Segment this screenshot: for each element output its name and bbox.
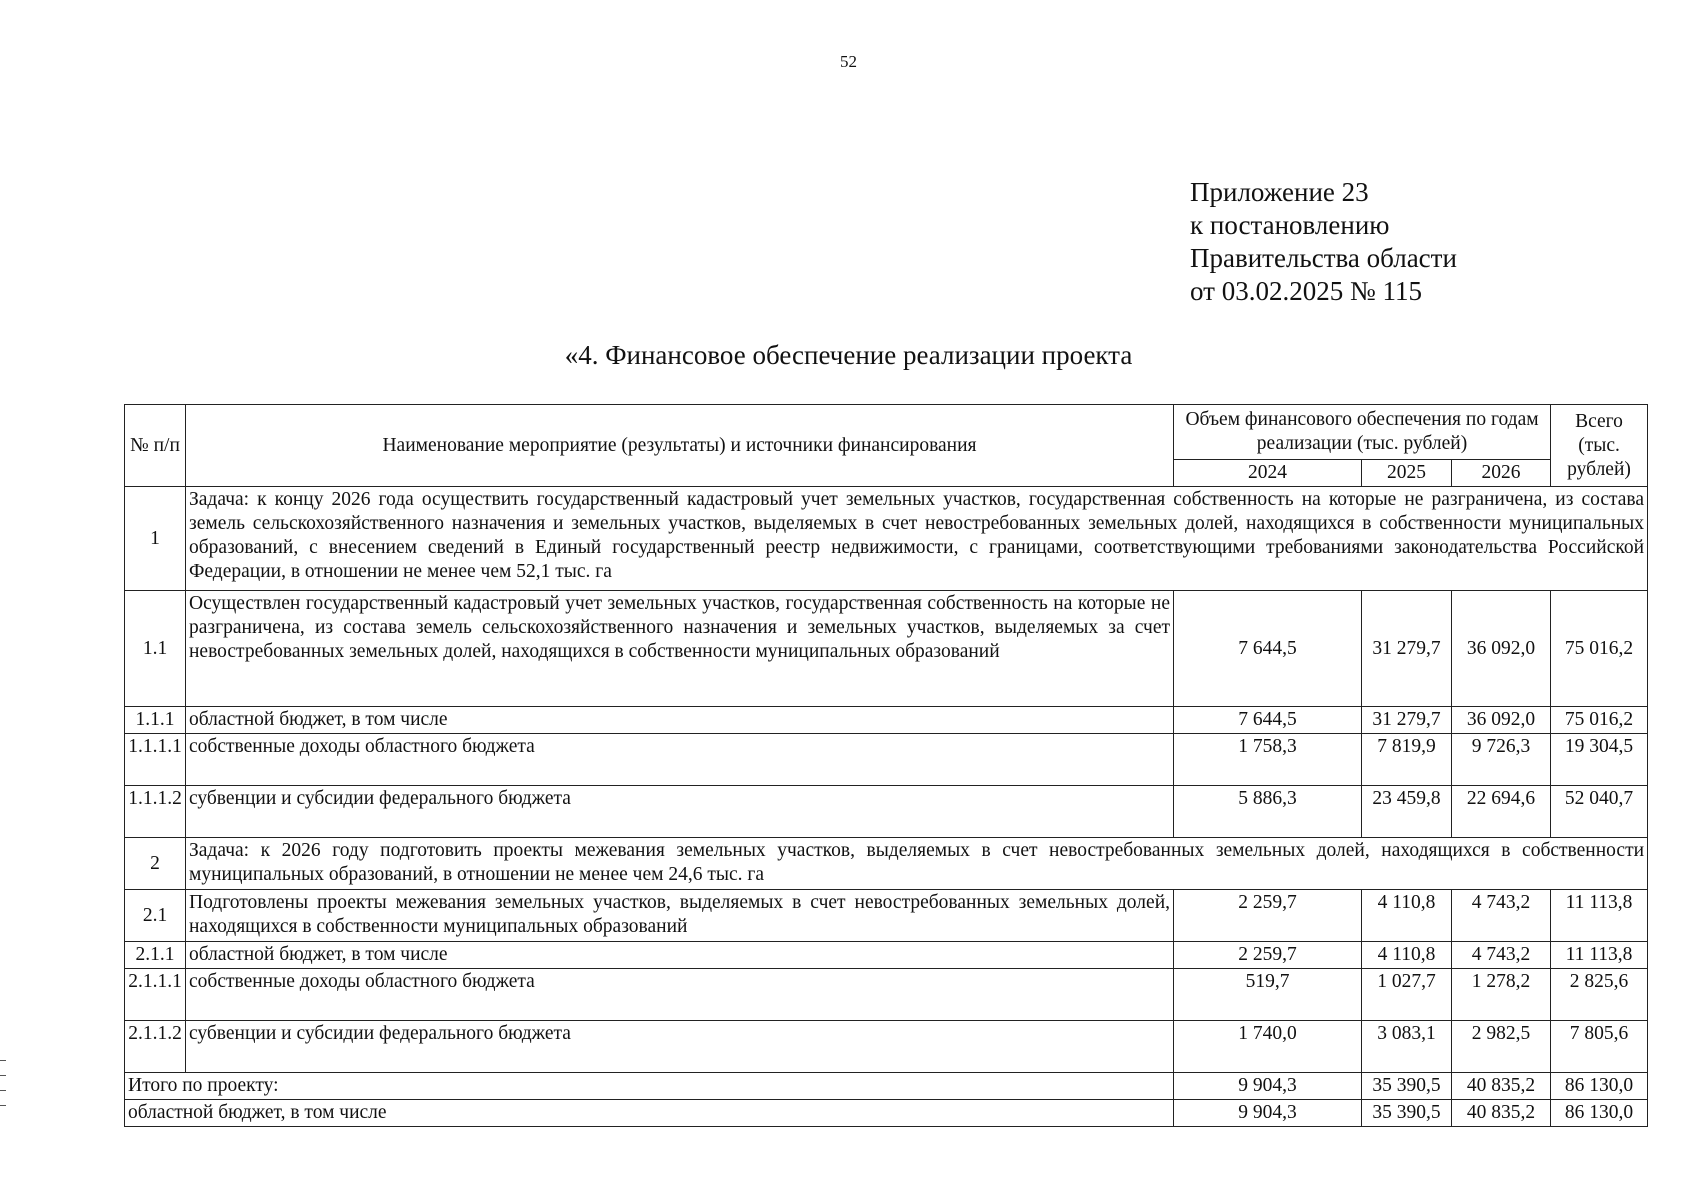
row-name: Осуществлен государственный кадастровый учет земельных участков, государственная собственность на которые не разграничена, из состава земель сельскохозяйственного назначения и земельных участков, выделяемых за счет невостребованных земельных долей, находящихся в собственности муниципальных образований [186, 591, 1174, 707]
row-num: 2.1 [125, 890, 186, 942]
row-2024: 519,7 [1174, 969, 1362, 1021]
row-num: 2.1.1.1 [125, 969, 186, 1021]
total-2026: 40 835,2 [1452, 1073, 1551, 1100]
row-2025: 31 279,7 [1362, 707, 1452, 734]
row-total: 7 805,6 [1551, 1021, 1648, 1073]
table-row [125, 707, 1648, 734]
row-name: Задача: к 2026 году подготовить проекты межевания земельных участков, выделяемых в счет невостребованных земельных долей, находящихся в собственности муниципальных образований, в отношении не менее чем 24,6 тыс. га [186, 838, 1648, 890]
row-2026: 4 743,2 [1452, 890, 1551, 942]
row-2026: 4 743,2 [1452, 942, 1551, 969]
row-2024: 2 259,7 [1174, 942, 1362, 969]
row-2025: 7 819,9 [1362, 734, 1452, 786]
header-total: Всего (тыс. рублей) [1551, 405, 1648, 487]
scan-mark [0, 1090, 6, 1091]
appendix-line-2: к постановлению [1190, 210, 1390, 240]
row-name: собственные доходы областного бюджета [186, 734, 1174, 786]
table-row [125, 591, 1648, 707]
total-2024: 9 904,3 [1174, 1100, 1362, 1127]
row-name: собственные доходы областного бюджета [186, 969, 1174, 1021]
header-year-2025: 2025 [1362, 460, 1452, 487]
row-2025: 31 279,7 [1362, 591, 1452, 707]
total-sum: 86 130,0 [1551, 1100, 1648, 1127]
row-2024: 5 886,3 [1174, 786, 1362, 838]
row-name: субвенции и субсидии федерального бюджета [186, 1021, 1174, 1073]
row-2026: 36 092,0 [1452, 707, 1551, 734]
header-name: Наименование мероприятие (результаты) и источники финансирования [186, 405, 1174, 487]
row-2024: 7 644,5 [1174, 591, 1362, 707]
row-name: Задача: к концу 2026 года осуществить государственный кадастровый учет земельных участков, государственная собственность на которые не разграничена, из состава земель сельскохозяйственного назначения и земельных участков, выделяемых в счет невостребованных земельных долей, находящихся в собственности муниципальных образований, с внесением сведений в Единый государственный реестр недвижимости, с границами, соответствующими требованиями законодательства Российской Федерации, в отношении не менее чем 52,1 тыс. га [186, 487, 1648, 591]
scan-mark [0, 1105, 6, 1106]
appendix-line-1: Приложение 23 [1190, 177, 1369, 207]
table-row [125, 487, 1648, 591]
scan-mark [0, 1060, 6, 1061]
total-2025: 35 390,5 [1362, 1073, 1452, 1100]
row-2024: 1 740,0 [1174, 1021, 1362, 1073]
header-volume: Объем финансового обеспечения по годам реализации (тыс. рублей) [1174, 405, 1551, 460]
header-year-2024: 2024 [1174, 460, 1362, 487]
row-num: 2.1.1 [125, 942, 186, 969]
row-2025: 3 083,1 [1362, 1021, 1452, 1073]
row-2026: 22 694,6 [1452, 786, 1551, 838]
page-number: 52 [840, 52, 857, 71]
total-2026: 40 835,2 [1452, 1100, 1551, 1127]
table-row [125, 969, 1648, 1021]
row-num: 2.1.1.2 [125, 1021, 186, 1073]
table-row [125, 786, 1648, 838]
table-row [125, 890, 1648, 942]
row-2025: 23 459,8 [1362, 786, 1452, 838]
row-total: 52 040,7 [1551, 786, 1648, 838]
total-sum: 86 130,0 [1551, 1073, 1648, 1100]
table-row [125, 838, 1648, 890]
row-total: 11 113,8 [1551, 890, 1648, 942]
row-num: 1.1.1 [125, 707, 186, 734]
row-name: Подготовлены проекты межевания земельных участков, выделяемых в счет невостребованных земельных долей, находящихся в собственности муниципальных образований [186, 890, 1174, 942]
total-2024: 9 904,3 [1174, 1073, 1362, 1100]
row-num: 1.1 [125, 591, 186, 707]
row-2024: 7 644,5 [1174, 707, 1362, 734]
financing-table [124, 404, 1648, 1127]
row-2024: 2 259,7 [1174, 890, 1362, 942]
table-row [125, 734, 1648, 786]
table-row [125, 942, 1648, 969]
row-total: 19 304,5 [1551, 734, 1648, 786]
row-total: 75 016,2 [1551, 707, 1648, 734]
row-num: 2 [125, 838, 186, 890]
row-num: 1.1.1.2 [125, 786, 186, 838]
row-2025: 4 110,8 [1362, 890, 1452, 942]
row-total: 75 016,2 [1551, 591, 1648, 707]
row-2026: 2 982,5 [1452, 1021, 1551, 1073]
appendix-block [1190, 176, 1457, 308]
row-2025: 1 027,7 [1362, 969, 1452, 1021]
header-year-2026: 2026 [1452, 460, 1551, 487]
scan-mark [0, 1075, 6, 1076]
row-name: областной бюджет, в том числе [186, 942, 1174, 969]
row-name: субвенции и субсидии федерального бюджета [186, 786, 1174, 838]
total-2025: 35 390,5 [1362, 1100, 1452, 1127]
total-name: Итого по проекту: [125, 1073, 1174, 1100]
table-total-row [125, 1073, 1648, 1100]
row-2024: 1 758,3 [1174, 734, 1362, 786]
appendix-line-4: от 03.02.2025 № 115 [1190, 276, 1422, 306]
row-2025: 4 110,8 [1362, 942, 1452, 969]
row-name: областной бюджет, в том числе [186, 707, 1174, 734]
header-num: № п/п [125, 405, 186, 487]
row-2026: 1 278,2 [1452, 969, 1551, 1021]
total-name: областной бюджет, в том числе [125, 1100, 1174, 1127]
row-total: 11 113,8 [1551, 942, 1648, 969]
row-num: 1 [125, 487, 186, 591]
table-row [125, 1021, 1648, 1073]
row-num: 1.1.1.1 [125, 734, 186, 786]
section-title: «4. Финансовое обеспечение реализации проекта [564, 340, 1133, 370]
row-2026: 9 726,3 [1452, 734, 1551, 786]
row-total: 2 825,6 [1551, 969, 1648, 1021]
appendix-line-3: Правительства области [1190, 243, 1457, 273]
table-total-row [125, 1100, 1648, 1127]
row-2026: 36 092,0 [1452, 591, 1551, 707]
